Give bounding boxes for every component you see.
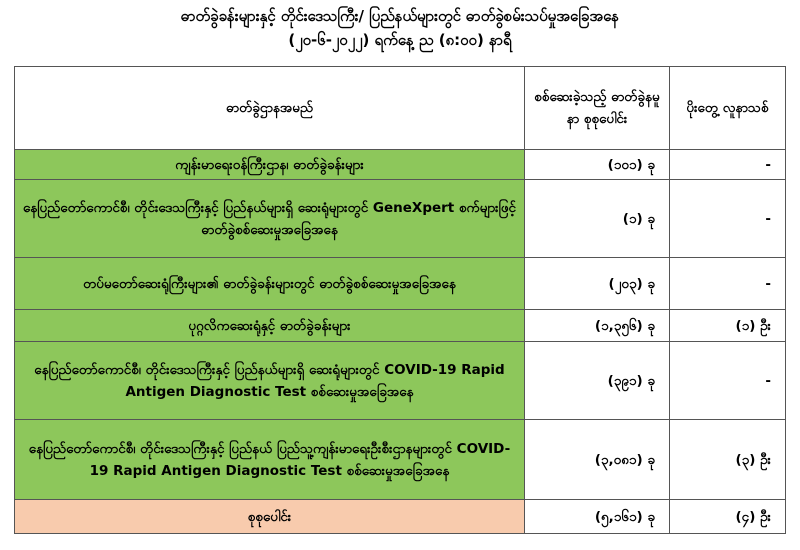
row-positive: - <box>670 150 786 180</box>
table-row <box>15 342 786 420</box>
report-datetime: (၂၀-၆-၂၀၂၂) ရက်နေ့ ည (၈:၀၀) နာရီ <box>288 31 512 49</box>
total-label: စုစုပေါင်း <box>15 500 525 534</box>
header-samples-tested: စစ်ဆေးခဲ့သည့် ဓာတ်ခွဲနမူနာ စုစုပေါင်း <box>525 67 670 150</box>
row-lab-name: နေပြည်တော်ကောင်စီ၊ တိုင်းဒေသကြီးနှင့် ပြည်နယ်များရှိ ဆေးရုံများတွင် COVID-19 Rapid Antigen Diagnostic Test စစ်ဆေးမှုအခြေအနေ <box>15 342 525 420</box>
row-positive: - <box>670 258 786 310</box>
header-row <box>15 67 786 150</box>
total-samples: (၅,၁၆၁) ခု <box>525 500 670 534</box>
row-lab-name: ကျန်းမာရေးဝန်ကြီးဌာန၊ ဓာတ်ခွဲခန်းများ <box>15 150 525 180</box>
row-positive: (၃) ဦး <box>670 420 786 500</box>
table-row <box>15 420 786 500</box>
row-lab-name: နေပြည်တော်ကောင်စီ၊ တိုင်းဒေသကြီးနှင့် ပြည်နယ်များရှိ ဆေးရုံများတွင် GeneXpert စက်များဖြင့် ဓာတ်ခွဲစစ်ဆေးမှုအခြေအနေ <box>15 180 525 258</box>
total-positive: (၄) ဦး <box>670 500 786 534</box>
table-row <box>15 258 786 310</box>
row-samples: (၂၀၃) ခု <box>525 258 670 310</box>
row-positive: (၁) ဦး <box>670 310 786 342</box>
row-lab-name: တပ်မတော်ဆေးရုံကြီးများ၏ ဓာတ်ခွဲခန်းများတွင် ဓာတ်ခွဲစစ်ဆေးမှုအခြေအနေ <box>15 258 525 310</box>
total-row <box>15 500 786 534</box>
row-samples: (၃,၀၈၁) ခု <box>525 420 670 500</box>
report-title: ဓာတ်ခွဲခန်းများနှင့် တိုင်းဒေသကြီး/ ပြည်နယ်များတွင် ဓာတ်ခွဲစမ်းသပ်မှုအခြေအနေ <box>180 7 620 25</box>
row-lab-name: ပုဂ္ဂလိကဆေးရုံနှင့် ဓာတ်ခွဲခန်းများ <box>15 310 525 342</box>
row-samples: (၁,၃၅၆) ခု <box>525 310 670 342</box>
testing-status-table <box>14 66 786 534</box>
table-row <box>15 150 786 180</box>
row-samples: (၁) ခု <box>525 180 670 258</box>
table-row <box>15 310 786 342</box>
header-lab-name: ဓာတ်ခွဲဌာနအမည် <box>15 67 525 150</box>
row-positive: - <box>670 180 786 258</box>
header-new-positive: ပိုးတွေ့ လူနာသစ် <box>670 67 786 150</box>
row-samples: (၁၀၁) ခု <box>525 150 670 180</box>
table-row <box>15 180 786 258</box>
row-samples: (၃၉၁) ခု <box>525 342 670 420</box>
row-lab-name: နေပြည်တော်ကောင်စီ၊ တိုင်းဒေသကြီးနှင့် ပြည်နယ် ပြည်သူ့ကျန်းမာရေးဦးစီးဌာနများတွင် COVID-19 Rapid Antigen Diagnostic Test စစ်ဆေးမှုအခြေအနေ <box>15 420 525 500</box>
row-positive: - <box>670 342 786 420</box>
